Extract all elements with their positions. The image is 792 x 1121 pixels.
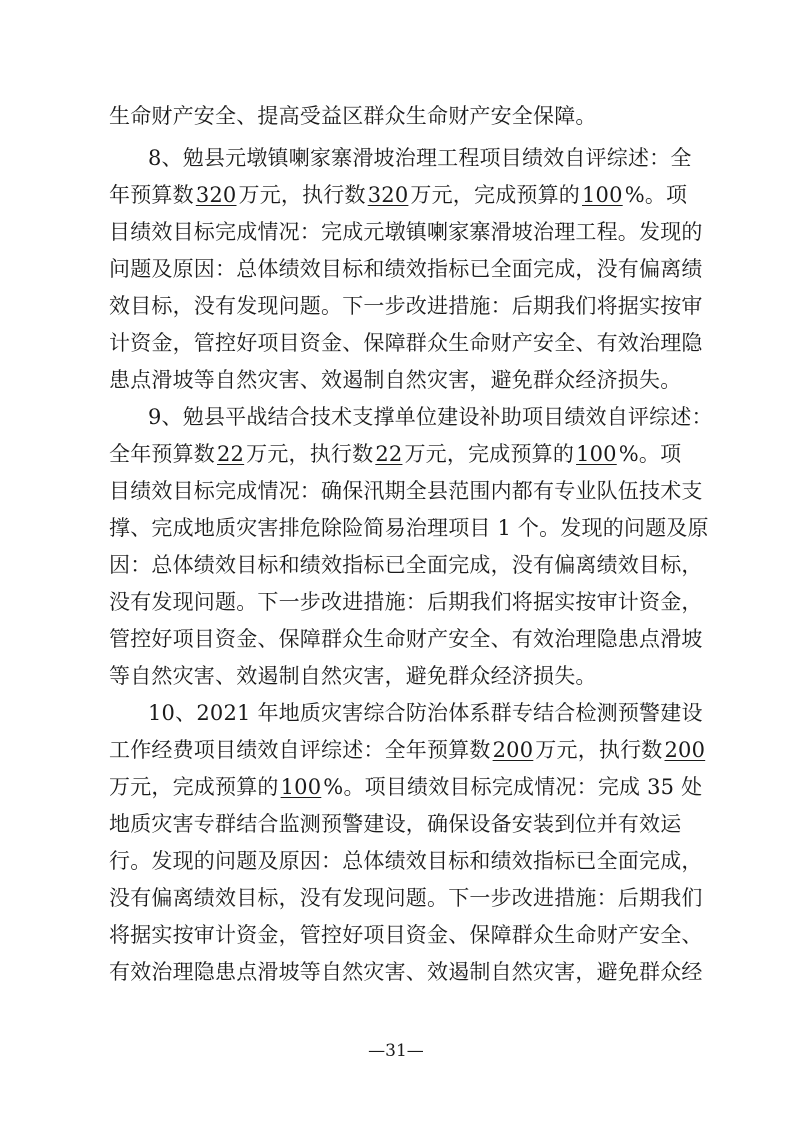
paragraph-line: 没有发现问题。下一步改进措施：后期我们将据实按审计资金，: [109, 590, 703, 614]
paragraph-line: [109, 772, 702, 802]
paragraph-line: 计资金，管控好项目资金、保障群众生命财产安全、有效治理隐: [109, 331, 703, 355]
budget-amount: 200: [492, 738, 534, 762]
line-text: %。项: [618, 442, 682, 466]
paragraph-line: 目绩效目标完成情况：完成元墩镇喇家寨滑坡治理工程。发现的: [109, 220, 703, 244]
executed-amount: 200: [664, 738, 706, 762]
paragraph-line: 患点滑坡等自然灾害、效遏制自然灾害，避免群众经济损失。: [109, 368, 682, 392]
page-number: —31—: [368, 1041, 424, 1061]
paragraph-line: 没有偏离绩效目标，没有发现问题。下一步改进措施：后期我们: [109, 886, 703, 910]
budget-amount: 320: [195, 183, 237, 207]
completion-rate: 100: [576, 442, 617, 466]
line-text: 工作经费项目绩效自评综述：全年预算数: [109, 738, 491, 762]
paragraph-line: [109, 180, 687, 210]
paragraph-line: 因：总体绩效目标和绩效指标已全面完成，没有偏离绩效目标，: [109, 553, 703, 577]
paragraph-line: 9、勉县平战结合技术支撑单位建设补助项目绩效自评综述：: [148, 405, 713, 429]
paragraph-line: 8、勉县元墩镇喇家寨滑坡治理工程项目绩效自评综述：全: [148, 146, 692, 170]
paragraph-line: 有效治理隐患点滑坡等自然灾害、效遏制自然灾害，避免群众经: [109, 960, 703, 984]
paragraph-line: 等自然灾害、效遏制自然灾害，避免群众经济损失。: [109, 664, 597, 688]
executed-amount: 320: [367, 183, 409, 207]
paragraph-line: [109, 439, 681, 469]
paragraph-line: 将据实按审计资金，管控好项目资金、保障群众生命财产安全、: [109, 923, 703, 947]
paragraph-line: 10、2021 年地质灾害综合防治体系群专结合检测预警建设: [148, 701, 703, 725]
paragraph-line: 地质灾害专群结合监测预警建设，确保设备安装到位并有效运: [109, 812, 682, 836]
paragraph-line: 问题及原因：总体绩效目标和绩效指标已全面完成，没有偏离绩: [109, 257, 703, 281]
line-text: 年预算数: [109, 183, 194, 207]
line-text: 万元，完成预算的: [404, 442, 575, 466]
budget-amount: 22: [217, 442, 245, 466]
paragraph-line: 管控好项目资金、保障群众生命财产安全、有效治理隐患点滑坡: [109, 627, 703, 651]
paragraph-line: 行。发现的问题及原因：总体绩效目标和绩效指标已全面完成，: [109, 849, 703, 873]
line-text: %。项目绩效目标完成情况：完成 35 处: [323, 775, 703, 799]
line-text: 全年预算数: [109, 442, 215, 466]
line-text: 万元，执行数: [535, 738, 663, 762]
line-text: 万元，执行数: [238, 183, 366, 207]
paragraph-line: 效目标，没有发现问题。下一步改进措施：后期我们将据实按审: [109, 294, 703, 318]
executed-amount: 22: [375, 442, 403, 466]
line-text: %。项: [624, 183, 688, 207]
line-text: 万元，完成预算的: [109, 775, 279, 799]
paragraph-line: 生命财产安全、提高受益区群众生命财产安全保障。: [109, 104, 597, 128]
line-text: 万元，执行数: [246, 442, 374, 466]
paragraph-line: 目绩效目标完成情况：确保汛期全县范围内都有专业队伍技术支: [109, 479, 703, 503]
paragraph-line: [109, 735, 707, 765]
completion-rate: 100: [582, 183, 623, 207]
completion-rate: 100: [280, 775, 322, 799]
paragraph-line: 撑、完成地质灾害排危除险简易治理项目 1 个。发现的问题及原: [109, 516, 709, 540]
line-text: 万元，完成预算的: [410, 183, 580, 207]
